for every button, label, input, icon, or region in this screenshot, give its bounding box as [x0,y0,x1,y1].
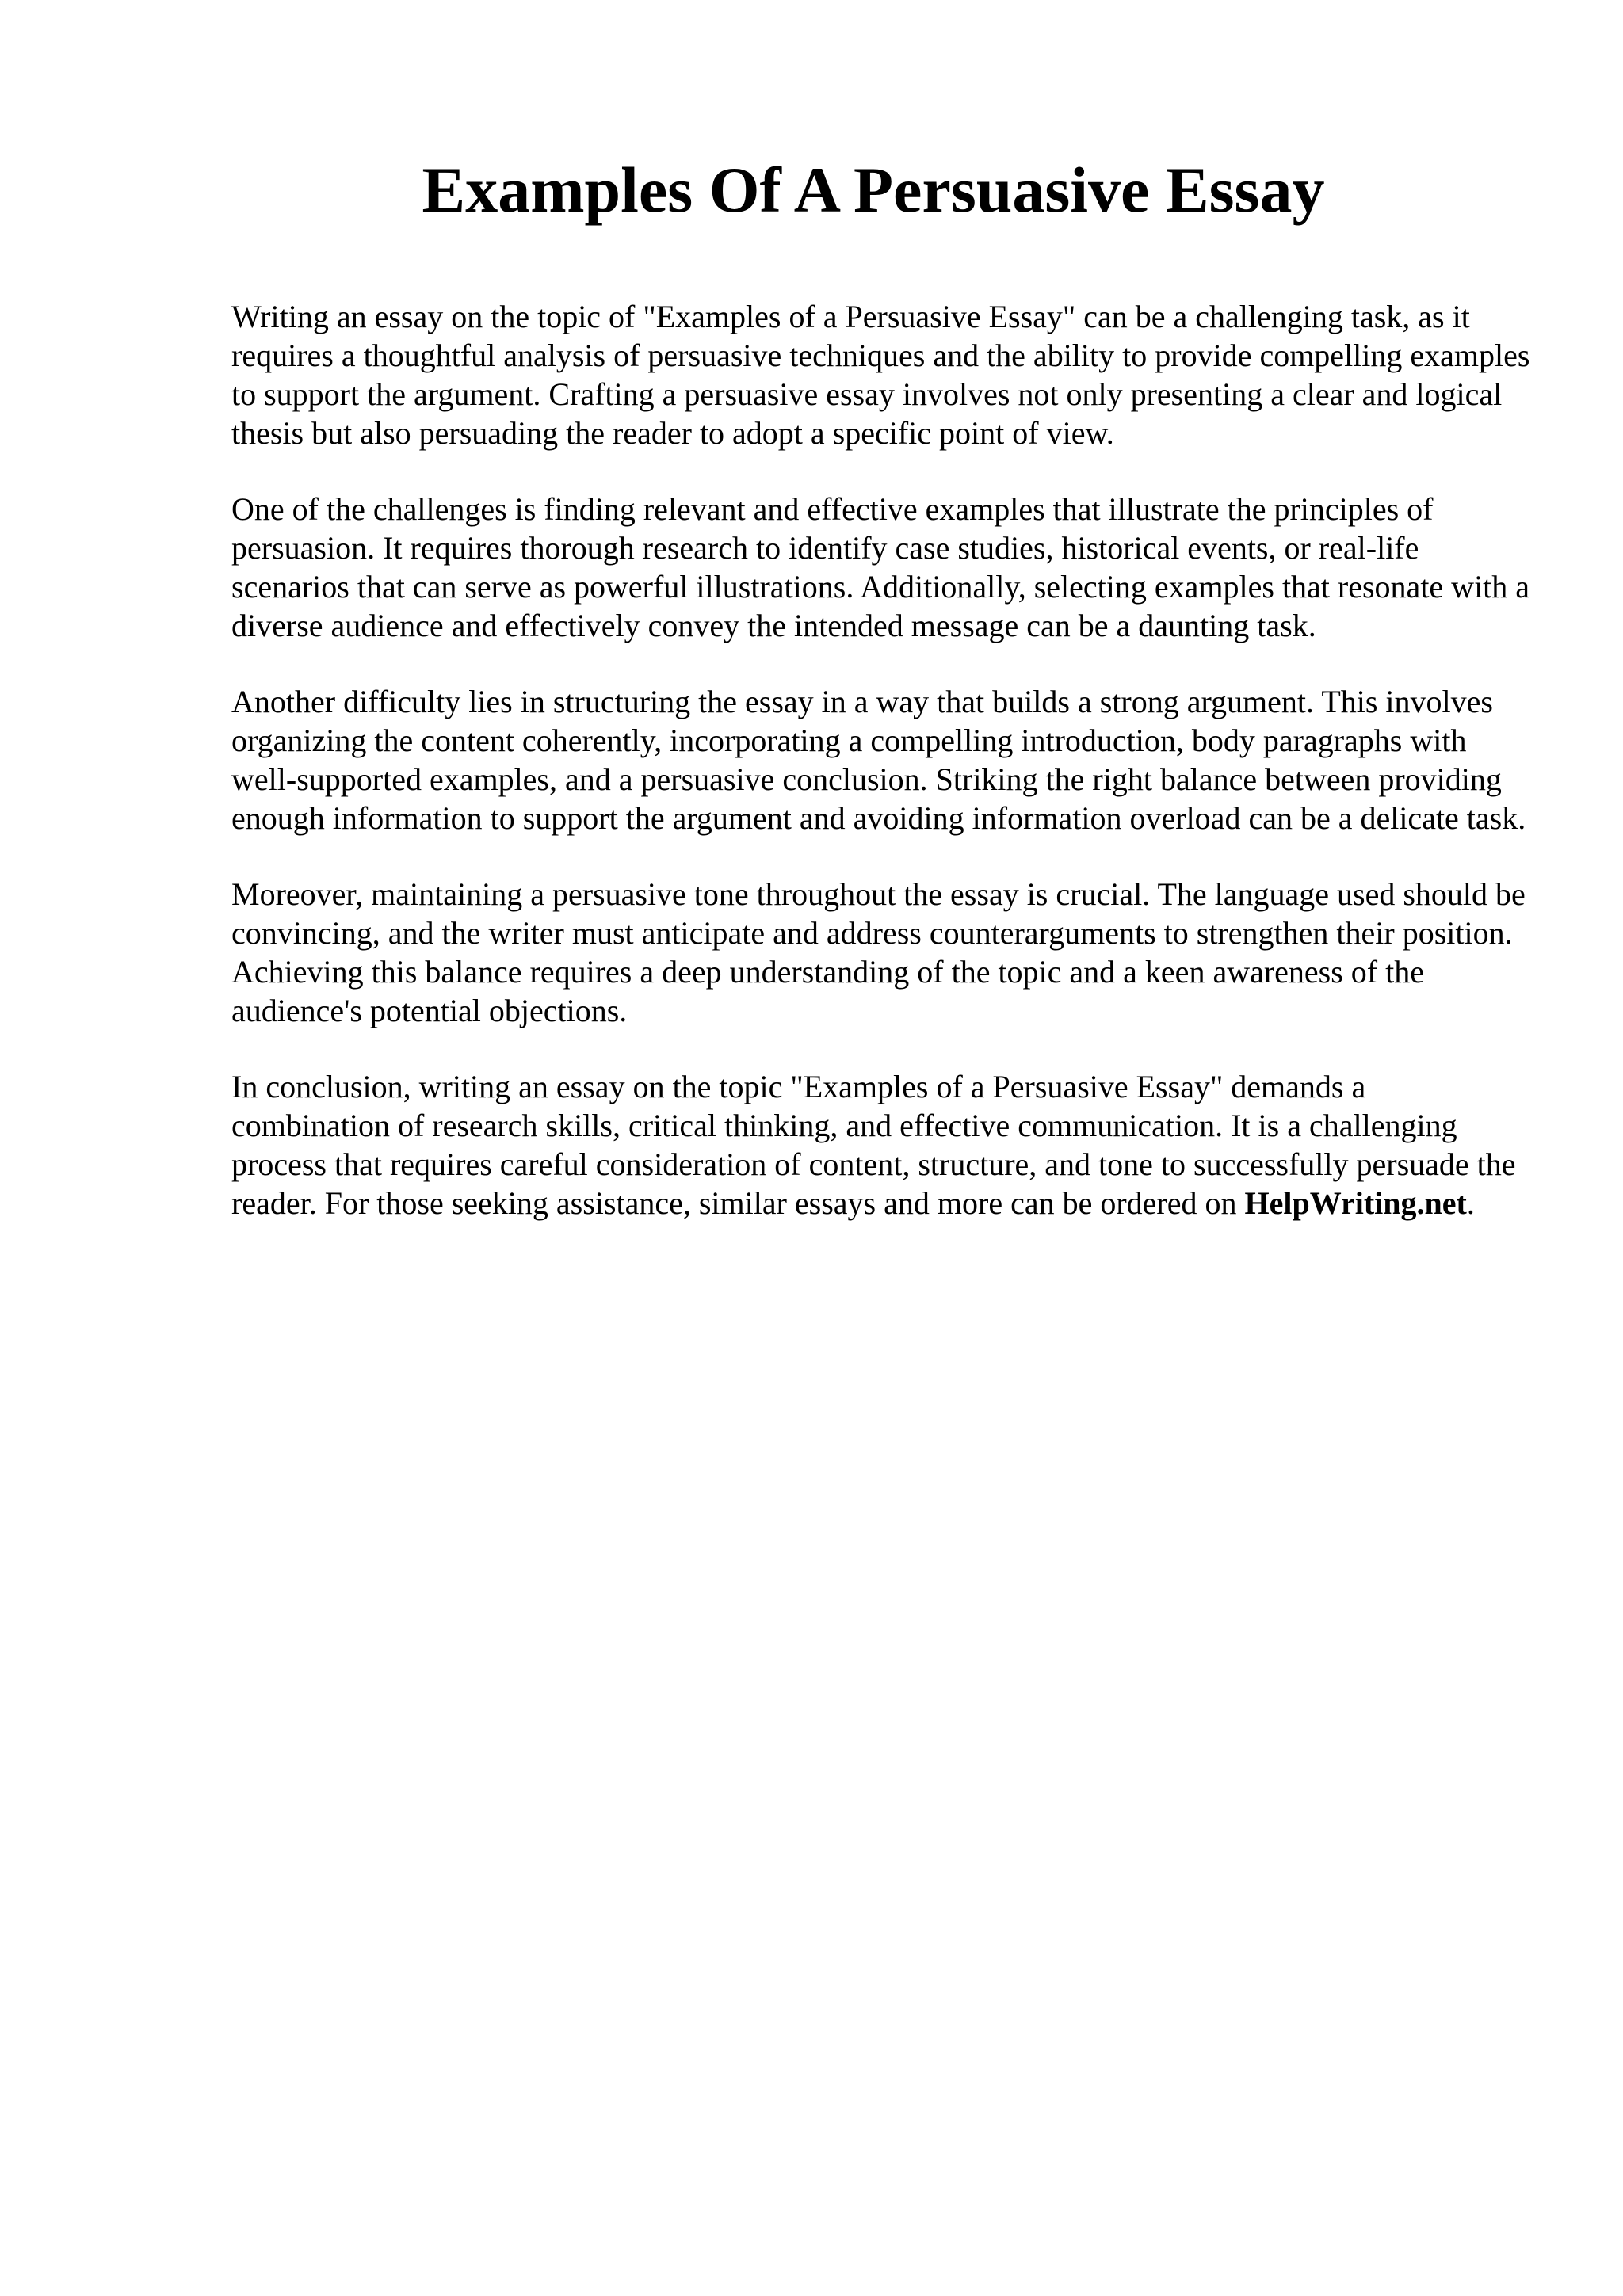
paragraph-1: Writing an essay on the topic of "Examples of a Persuasive Essay" can be a challenging task, as it requires a thoughtful analysis of persuasive techniques and the ability to provide compelling examples to support the argument. Crafting a persuasive essay involves not only presenting a clear and logical thesis but also persuading the reader to adopt a specific point of view. [231,299,1530,451]
paragraph-2: One of the challenges is finding relevant and effective examples that illustrate the principles of persuasion. It requires thorough research to identify case studies, historical events, or real-life scenarios that can serve as powerful illustrations. Additionally, selecting examples that resonate with a diverse audience and effectively convey the intended message can be a daunting task. [231,491,1530,643]
page-title: Examples Of A Persuasive Essay [422,154,1325,226]
conclusion-ending: . [1466,1185,1475,1221]
conclusion-text: In conclusion, writing an essay on the topic "Examples of a Persuasive Essay" demands a combination of research skills, critical thinking, and effective communication. It is a challenging process that requires careful consideration of content, structure, and tone to successfully persuade the reader. For those seeking assistance, similar essays and more can be ordered on [231,1069,1516,1221]
paragraph-3: Another difficulty lies in structuring the essay in a way that builds a strong argument. This involves organizing the content coherently, incorporating a compelling introduction, body paragraphs with well-supported examples, and a persuasive conclusion. Striking the right balance between providing enough information to support the argument and avoiding information overload can be a delicate task. [231,684,1526,836]
brand-name: HelpWriting.net [1244,1185,1467,1221]
paragraph-4: Moreover, maintaining a persuasive tone throughout the essay is crucial. The language used should be convincing, and the writer must anticipate and address counterarguments to strengthen their position. Achieving this balance requires a deep understanding of the topic and a keen awareness of the audience's potential objections. [231,876,1526,1028]
essay-body [231,297,1531,1260]
conclusion-paragraph [231,1067,1531,1222]
